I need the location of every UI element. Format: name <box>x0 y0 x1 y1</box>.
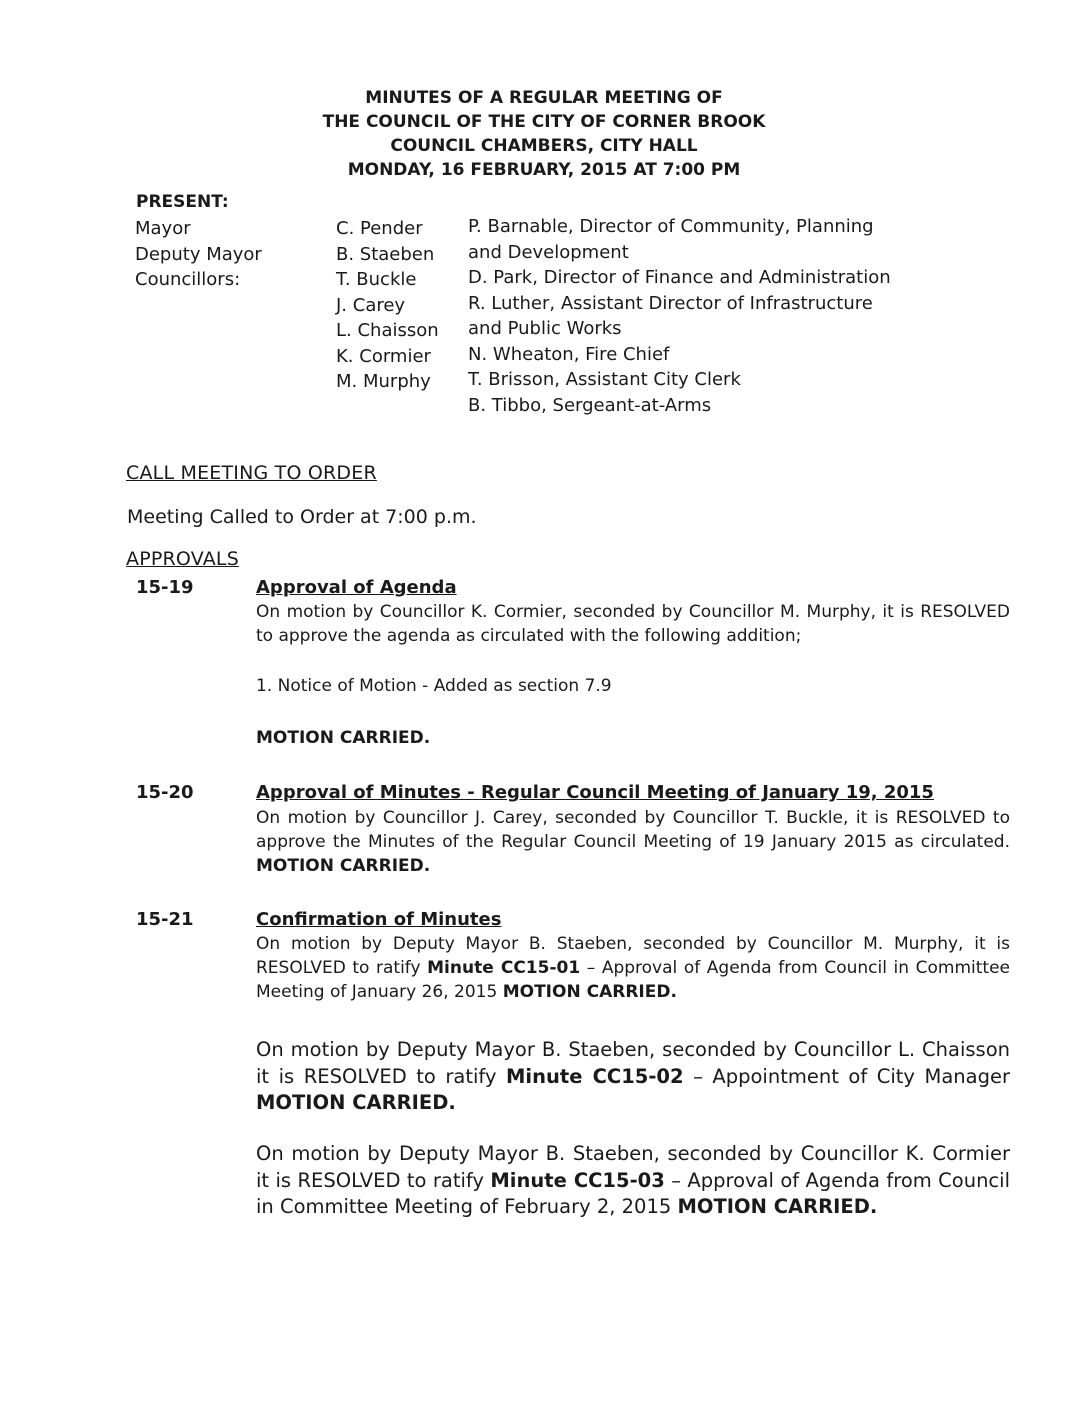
title-line-4: MONDAY, 16 FEBRUARY, 2015 AT 7:00 PM <box>347 160 741 180</box>
motion-body: On motion by Deputy Mayor B. Staeben, seconded by Councillor M. Murphy, it is RESOLVED to ratify <box>256 934 1010 978</box>
attendee-name: C. Pender <box>336 218 423 239</box>
motion-body: – Approval of Agenda from Council in Committee Meeting of January 26, 2015 <box>256 958 1010 1002</box>
motion-text <box>256 1037 1010 1117</box>
item-title: Approval of Agenda <box>256 577 457 598</box>
motion-body: – Approval of Agenda from Council in Committee Meeting of February 2, 2015 <box>256 1168 1010 1218</box>
motion-carried: MOTION CARRIED. <box>256 728 431 748</box>
attendee-name: K. Cormier <box>336 345 431 367</box>
motion-text <box>256 932 1010 1004</box>
motion-body: On motion by Councillor J. Carey, seconded by Councillor T. Buckle, it is RESOLVED to approve the Minutes of the Regular Council Meeting of 19 January 2015 as circulated. <box>256 808 1010 852</box>
staff-line: B. Tibbo, Sergeant-at-Arms <box>468 394 712 416</box>
minute-reference: Minute CC15-02 <box>506 1064 684 1088</box>
attendee-name: L. Chaisson <box>336 320 439 341</box>
staff-line: and Development <box>468 241 629 263</box>
motion-body: On motion by Deputy Mayor B. Staeben, seconded by Councillor L. Chaisson it is RESOLVED to ratify <box>256 1038 1010 1088</box>
attendee-name: M. Murphy <box>336 371 431 392</box>
role-mayor: Mayor <box>135 218 191 239</box>
title-line-2: THE COUNCIL OF THE CITY OF CORNER BROOK <box>322 112 766 132</box>
present-staff <box>468 214 891 418</box>
present-roles <box>135 216 262 293</box>
attendee-name: T. Buckle <box>336 269 417 290</box>
present-label: PRESENT: <box>136 192 229 212</box>
call-to-order-heading: CALL MEETING TO ORDER <box>126 462 377 484</box>
motion-text <box>256 1141 1010 1221</box>
minute-reference: Minute CC15-01 <box>427 958 581 978</box>
attendee-name: B. Staeben <box>336 243 435 265</box>
motion-body: On motion by Deputy Mayor B. Staeben, seconded by Councillor K. Cormier it is RESOLVED to ratify <box>256 1142 1010 1192</box>
staff-line: N. Wheaton, Fire Chief <box>468 343 670 365</box>
motion-carried: MOTION CARRIED. <box>256 1091 456 1114</box>
item-number: 15-21 <box>136 909 194 930</box>
motion-carried: MOTION CARRIED. <box>677 1195 878 1218</box>
motion-body: – Appointment of City Manager <box>693 1064 1010 1088</box>
motion-text: On motion by Councillor K. Cormier, seconded by Councillor M. Murphy, it is RESOLVED to approve the agenda as circulated with the following addition; <box>256 602 1010 646</box>
item-number: 15-19 <box>136 577 194 598</box>
present-names <box>336 216 439 395</box>
item-title: Approval of Minutes - Regular Council Meeting of January 19, 2015 <box>256 782 934 803</box>
staff-line: and Public Works <box>468 318 622 339</box>
staff-line: R. Luther, Assistant Director of Infrastructure <box>468 292 873 314</box>
staff-line: P. Barnable, Director of Community, Planning <box>468 216 874 237</box>
item-title: Confirmation of Minutes <box>256 909 502 930</box>
motion-carried: MOTION CARRIED. <box>502 982 677 1002</box>
document-title <box>0 86 1088 182</box>
attendee-name: J. Carey <box>336 294 406 316</box>
staff-line: D. Park, Director of Finance and Administration <box>468 267 891 288</box>
call-to-order-text: Meeting Called to Order at 7:00 p.m. <box>127 506 477 528</box>
agenda-addition: 1. Notice of Motion - Added as section 7.9 <box>256 676 612 696</box>
motion-carried: MOTION CARRIED. <box>256 856 431 876</box>
staff-line: T. Brisson, Assistant City Clerk <box>468 369 741 390</box>
role-deputy-mayor: Deputy Mayor <box>135 243 262 265</box>
minute-reference: Minute CC15-03 <box>490 1168 665 1192</box>
title-line-3: COUNCIL CHAMBERS, CITY HALL <box>390 136 698 156</box>
title-line-1: MINUTES OF A REGULAR MEETING OF <box>365 88 723 108</box>
approvals-heading: APPROVALS <box>126 548 239 570</box>
motion-text <box>256 806 1010 878</box>
item-number: 15-20 <box>136 782 194 803</box>
role-councillors: Councillors: <box>135 269 241 290</box>
